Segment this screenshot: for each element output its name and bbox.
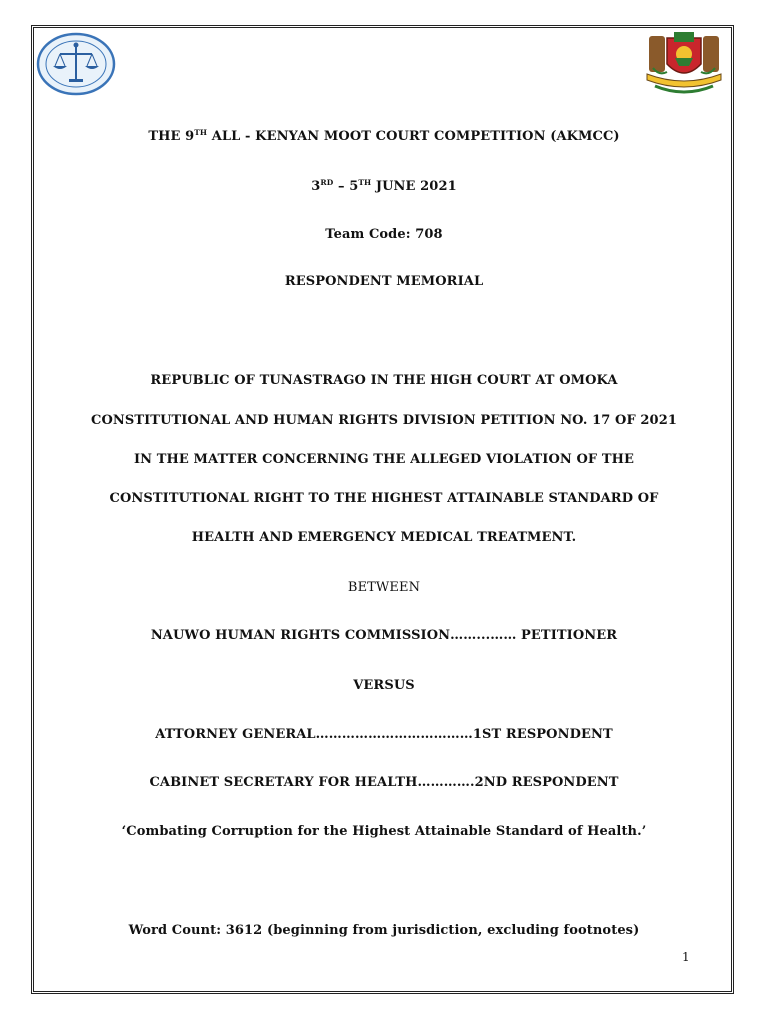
- page-border: [31, 25, 734, 994]
- petitioner-line: NAUWO HUMAN RIGHTS COMMISSION……...…… PETITIONER: [150, 628, 618, 643]
- case-line-2: CONSTITUTIONAL AND HUMAN RIGHTS DIVISION PETITION NO. 17 OF 2021: [91, 413, 677, 428]
- scales-of-justice-logo: [36, 32, 116, 96]
- case-line-3: IN THE MATTER CONCERNING THE ALLEGED VIOLATION OF THE: [133, 452, 635, 467]
- versus-label: VERSUS: [353, 678, 415, 693]
- respondent-1-line: ATTORNEY GENERAL………………………………1ST RESPONDENT: [155, 727, 613, 742]
- theme-quote: ‘Combating Corruption for the Highest Attainable Standard of Health.’: [121, 824, 647, 839]
- case-line-1: REPUBLIC OF TUNASTRAGO IN THE HIGH COURT AT OMOKA: [150, 373, 618, 388]
- respondent-2-line: CABINET SECRETARY FOR HEALTH………….2ND RESPONDENT: [149, 775, 619, 790]
- memorial-type: RESPONDENT MEMORIAL: [284, 274, 484, 289]
- competition-dates: 3RD – 5TH JUNE 2021: [311, 178, 457, 194]
- team-code: Team Code: 708: [325, 227, 443, 242]
- case-line-5: HEALTH AND EMERGENCY MEDICAL TREATMENT.: [191, 530, 577, 545]
- between-label: BETWEEN: [347, 580, 421, 595]
- competition-title: THE 9TH ALL - KENYAN MOOT COURT COMPETITION (AKMCC): [148, 128, 620, 144]
- word-count: Word Count: 3612 (beginning from jurisdiction, excluding footnotes): [128, 923, 640, 938]
- case-line-4: CONSTITUTIONAL RIGHT TO THE HIGHEST ATTAINABLE STANDARD OF: [109, 491, 659, 506]
- page-number: 1: [682, 950, 690, 964]
- coat-of-arms-logo: [645, 28, 723, 98]
